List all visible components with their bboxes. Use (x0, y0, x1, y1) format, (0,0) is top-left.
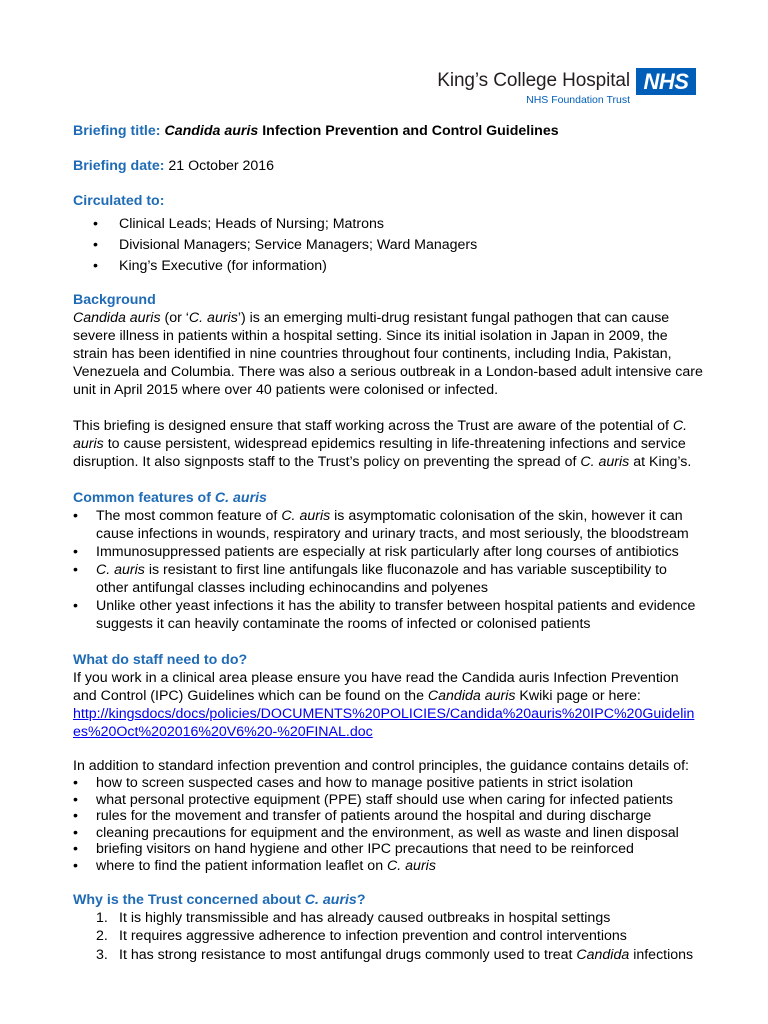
text: where to find the patient information leaflet on (96, 857, 388, 874)
background-heading: Background (73, 292, 156, 308)
bullet: • (93, 216, 98, 232)
list-number: 1. (96, 909, 108, 926)
text: If you work in a clinical area please ensure you have read the Candida auris Infection Prevention and Control (IPC) Guidelines which can be found on the (73, 670, 679, 704)
text: ? (356, 891, 366, 908)
text: Why is the Trust concerned about (73, 891, 305, 908)
italic-text: C. auris (73, 418, 688, 452)
italic-text: Candida (576, 946, 630, 963)
list-item (73, 561, 703, 597)
guidance-list (73, 775, 703, 875)
list-item-text: King’s Executive (for information) (119, 258, 327, 274)
features-heading (73, 489, 703, 507)
list-item (73, 235, 703, 256)
briefing-date-value: 21 October 2016 (164, 158, 275, 174)
list-item (73, 256, 703, 277)
italic-text: Candida auris (427, 688, 516, 704)
italic-text: C. auris (304, 891, 357, 908)
italic-text: C. auris (214, 490, 267, 506)
text: cleaning precautions for equipment and the environment, as well as waste and linen disposal (96, 824, 679, 841)
briefing-date (73, 157, 703, 175)
concern-heading (73, 891, 703, 909)
text: It is highly transmissible and has already caused outbreaks in hospital settings (119, 909, 611, 926)
text: It requires aggressive adherence to infection prevention and control interventions (119, 928, 627, 945)
background-paragraph-1 (73, 309, 703, 399)
text: what personal protective equipment (PPE) staff should use when caring for infected patients (96, 791, 674, 808)
list-item (73, 808, 703, 825)
text: to cause persistent, widespread epidemics resulting in life-threatening infections and service disruption. It also signposts staff to the Trust’s policy on preventing the spread of (73, 436, 686, 470)
text: It has strong resistance to most antifungal drugs commonly used to treat (119, 946, 577, 963)
text: at King’s. (629, 454, 692, 470)
text: is resistant to first line antifungals like fluconazole and has variable susceptibility to other antifungal classes including echinocandins and polyenes (96, 562, 667, 596)
briefing-title (73, 122, 703, 140)
staff-paragraph-2: In addition to standard infection prevention and control principles, the guidance contains details of: (73, 758, 689, 774)
list-item (73, 946, 703, 965)
bullet: • (93, 237, 98, 253)
list-item (73, 909, 703, 928)
list-item (73, 775, 703, 792)
text: (or ‘ (160, 310, 189, 326)
list-item (73, 858, 703, 875)
italic-text: C. auris (281, 508, 331, 524)
text: Kwiki page or here: (515, 688, 641, 704)
bullet: • (73, 808, 78, 825)
list-item (73, 214, 703, 235)
staff-paragraph-1 (73, 669, 703, 705)
bullet: • (93, 258, 98, 274)
list-item-text: Divisional Managers; Service Managers; Ward Managers (119, 237, 478, 253)
circulated-list (73, 214, 703, 277)
text: is asymptomatic colonisation of the skin, however it can cause infections in wounds, respiratory and urinary tracts, and most seriously, the bloodstream (96, 508, 689, 542)
list-item (73, 543, 703, 561)
bullet: • (73, 841, 78, 858)
list-item (73, 825, 703, 842)
list-item (73, 841, 703, 858)
italic-text: Candida auris (73, 310, 161, 326)
features-list (73, 507, 703, 633)
bullet: • (73, 562, 78, 578)
concern-list (73, 909, 703, 965)
kings-college-hospital-logo (434, 66, 696, 110)
bullet: • (73, 824, 78, 841)
list-number: 2. (96, 928, 108, 945)
text: Immunosuppressed patients are especially at risk particularly after long courses of antibiotics (96, 544, 679, 560)
text: how to screen suspected cases and how to manage positive patients in strict isolation (96, 775, 634, 791)
list-number: 3. (96, 946, 108, 963)
briefing-title-italic: Candida auris (164, 123, 259, 139)
text: Unlike other yeast infections it has the ability to transfer between hospital patients and evidence suggests it can heavily contaminate the rooms of infected or colonised patients (96, 598, 696, 632)
trust-name: NHS Foundation Trust (526, 94, 630, 106)
text: Common features of (73, 490, 215, 506)
background-paragraph-2 (73, 417, 703, 471)
document-body (73, 122, 703, 964)
italic-text: C. auris (387, 857, 436, 874)
policy-document-link[interactable] (73, 706, 694, 740)
text: This briefing is designed ensure that staff working across the Trust are aware of the potential of (73, 418, 673, 434)
bullet: • (73, 598, 78, 614)
bullet: • (73, 544, 78, 560)
list-item (73, 792, 703, 809)
link-text-line-1: http://kingsdocs/docs/policies/DOCUMENTS%20POLICIES/Candida%20auris%20IPC%20Guidelin (73, 706, 695, 722)
text: briefing visitors on hand hygiene and other IPC precautions that need to be reinforced (96, 841, 634, 858)
text: ’) is an emerging multi-drug resistant fungal pathogen that can cause severe illness in patients within a hospital setting. Since its initial isolation in Japan in 2009, the strain has been identified in nine countries throughout four continents, including India, Pakistan, Venezuela and Columbia. There was also a serious outbreak in a London-based adult intensive care unit in April 2015 where over 40 patients were colonised or infected. (73, 310, 703, 398)
italic-text: C. auris (580, 454, 630, 470)
list-item (73, 927, 703, 946)
bullet: • (73, 857, 78, 874)
bullet: • (73, 791, 78, 808)
list-item (73, 597, 703, 633)
list-item-text: Clinical Leads; Heads of Nursing; Matrons (119, 216, 384, 232)
bullet: • (73, 775, 78, 791)
text: infections (629, 946, 694, 963)
briefing-date-label: Briefing date: (73, 158, 165, 174)
text: The most common feature of (96, 508, 282, 524)
briefing-title-text: Infection Prevention and Control Guidelines (258, 123, 559, 139)
hospital-name: King’s College Hospital (437, 70, 630, 91)
italic-text: C. auris (188, 310, 238, 326)
bullet: • (73, 508, 78, 524)
italic-text: C. auris (96, 562, 145, 578)
circulated-heading: Circulated to: (73, 193, 165, 209)
text: rules for the movement and transfer of patients around the hospital and during discharge (96, 808, 652, 825)
nhs-logo: NHS (636, 68, 696, 95)
staff-heading: What do staff need to do? (73, 652, 248, 668)
policy-link-block (73, 705, 703, 741)
link-text-line-2: es%20Oct%202016%20V6%20-%20FINAL.doc (73, 724, 373, 740)
briefing-title-label: Briefing title: (73, 123, 161, 139)
list-item (73, 507, 703, 543)
